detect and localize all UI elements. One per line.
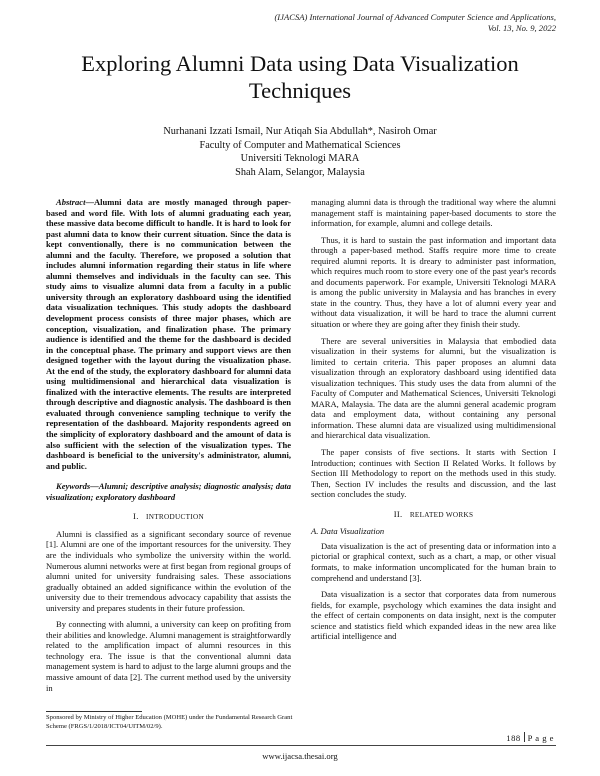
related-paragraph-1: Data visualization is the act of presenting data or information into a pictorial or graphical context, such as a chart, a map, or other visual formats, to make information uncomplicated for the human brain to comprehend and understand [3]. — [311, 540, 556, 583]
related-paragraph-2: Data visualization is a sector that corporates data from numerous fields, for example, psychology which examines the data insight and the effect of certain components on data insight, next is the computer science and statistics field which expanded ideas in the new area like artificial intelligence and — [311, 589, 556, 642]
page-number — [506, 732, 554, 743]
intro-paragraph-3: managing alumni data is through the traditional way where the alumni management staff is maintaining paper-based documents to store the information, for example, alumni and college details. — [311, 197, 556, 229]
section-heading-introduction — [46, 511, 291, 523]
page-number-value: 188 — [506, 733, 521, 743]
subsection-heading: A. Data Visualization — [311, 526, 385, 537]
footer-rule — [46, 745, 556, 746]
author-block — [40, 125, 560, 179]
journal-website: www.ijacsa.thesai.org — [262, 751, 338, 761]
page-label: P a g e — [527, 733, 554, 743]
section-numeral: II. — [393, 508, 403, 519]
affiliation-university: Universiti Teknologi MARA — [240, 153, 360, 165]
author-names: Nurhanani Izzati Ismail, Nur Atiqah Sia Abdullah*, Nasiroh Omar — [163, 126, 437, 137]
intro-paragraph-4: Thus, it is hard to sustain the past information and important data through a paper-based method. Staffs require more time to create required alumni reports. It is dreary to administer past information, which requires much room to store every one of the past year's records and documents paperwork. For example, Universiti Teknologi MARA is among the public university in Malaysia and has branches in every state in the country. Thus, they have a lot of alumni every year and without data visualization, it will be hard to trace the alumni current situation or where they are going after they finish their study. — [311, 234, 556, 330]
abstract-text: —Alumni data are mostly managed through paper-based and word file. With lots of alumni graduating each year, these massive data become difficult to handle. It is hard to look for past alumni data to know their current situation. Since the data is kept conventionally, there is no communication between the alumni and the faculty. Therefore, we proposed a solution that includes alumni information regarding their status in life where alumni themselves and individuals in the faculty can see. This study aims to visualize alumni data from a faculty in a public university through an exploratory dashboard using the identified data visualization techniques. This study adopts the dashboard development process consists of three major phases, which are conception, visualization, and finalization phase. The primary audience is identified and the theme for the dashboard is decided in the conceptual phase. The primary and support views are then designed together with the layout during the visualization phase. At the end of the study, the exploratory dashboard for alumni data using multidimensional and hierarchical data visualization is finalized with the interactive elements. The results are interpreted through descriptive and diagnostic analysis. The dashboard is then evaluated through convenience sampling technique to verify the representation of the dashboard. Majority respondents agreed on the simplicity of exploratory dashboard and the amount of data is also sufficient with the selection of the visualization types. The dashboard is beneficial to the university's administrator, alumni, and public. — [46, 197, 291, 471]
intro-paragraph-6: The paper consists of five sections. It starts with Section I Introduction; continues with Section II Related Works. It follows by Section III Methodology to report on the methods used in this study. Then, Section IV includes the results and discussion, and the last section concludes the study. — [311, 447, 556, 500]
section-numeral: I. — [133, 511, 139, 522]
keywords-label: Keywords — [56, 481, 91, 492]
intro-paragraph-1: Alumni is classified as a significant secondary source of revenue [1]. Alumni are one of the important resources for the university. They are the individuals who symbolize the university within the world. Numerous alumni networks were at first began from regional groups of alumni united for university fundraising sales. These associations gradually obtained an added significance within the evolution of the university due to their tremendous advocacy capability that assists the university and prepares students in their future profession. — [46, 528, 291, 613]
keywords — [46, 481, 291, 502]
footnote: Sponsored by Ministry of Higher Education (MOHE) under the Fundamental Research Grant Scheme (FRGS/1/2018/ICT04/UITM/02/9). — [46, 714, 293, 730]
journal-header — [274, 12, 556, 34]
right-column — [311, 197, 556, 648]
intro-paragraph-2: By connecting with alumni, a university can keep on profiting from their abilities and knowledge. Alumni management is straightforwardly related to the amplification impact of alumni resources in this technology era. The issue is that the conventional alumni data management system is hard to adjust to the large alumni groups and the massive amount of data [2]. The current method used by the university in — [46, 619, 291, 693]
section-title: RELATED WORKS — [409, 510, 474, 519]
affiliation-location: Shah Alam, Selangor, Malaysia — [235, 166, 365, 178]
keywords-text: —Alumni; descriptive analysis; diagnostic analysis; data visualization; exploratory dashboard — [46, 481, 291, 502]
intro-paragraph-5: There are several universities in Malaysia that embodied data visualization in their systems for alumni, but the visualization is limited to certain criteria. This paper proposes an alumni data visualization through an exploratory dashboard using identified data visualization techniques. This study uses the data from alumni of the Faculty of Computer and Mathematical Sciences, Universiti Teknologi MARA, Malaysia. The data are the alumni general academic program data and employment data, without containing any personal information. These alumni data are visualized using multidimensional and hierarchical data visualization. — [311, 335, 556, 441]
left-column — [46, 197, 291, 699]
abstract — [46, 197, 291, 471]
section-heading-related-works — [311, 509, 556, 521]
section-title: INTRODUCTION — [146, 513, 204, 522]
journal-volume: Vol. 13, No. 9, 2022 — [487, 23, 556, 33]
page-divider — [524, 732, 525, 742]
paper-title: Exploring Alumni Data using Data Visualization Techniques — [81, 51, 519, 103]
affiliation-faculty: Faculty of Computer and Mathematical Sciences — [199, 139, 401, 151]
journal-name: (IJACSA) International Journal of Advanced Computer Science and Applications, — [274, 12, 556, 22]
abstract-label: Abstract — [56, 197, 86, 207]
footnote-rule — [46, 711, 142, 712]
